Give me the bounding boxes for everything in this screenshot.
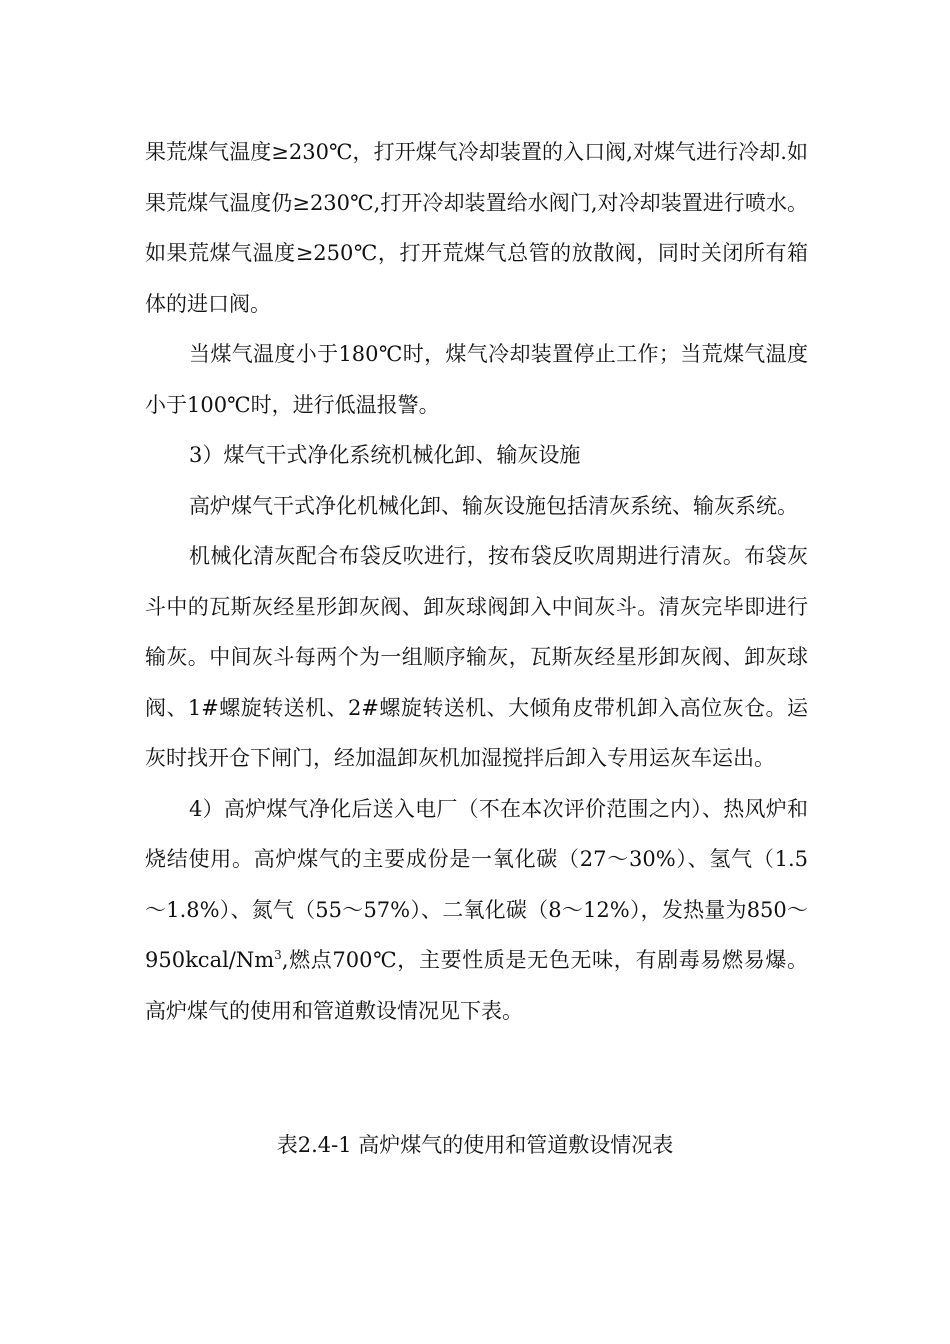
section-heading-ash-unloading — [145, 430, 808, 481]
paragraph-low-temperature-alarm — [145, 329, 808, 430]
paragraph-text: 4）高炉煤气净化后送入电厂（不在本次评价范围之内）、热风炉和烧结使用。高炉煤气的主要成份是一氧化碳（27～30%）、氢气（1.5～1.8%）、氮气（55～57%）、二氧化碳（8～12%），发热量为850～950kcal/Nm — [145, 796, 808, 972]
body-text — [145, 127, 808, 1036]
paragraph-text: ,燃点700℃，主要性质是无色无味，有剧毒易燃易爆。高炉煤气的使用和管道敷设情况见下表。 — [145, 948, 808, 1023]
paragraph-text: 当煤气温度小于180℃时，煤气冷却装置停止工作；当荒煤气温度小于100℃时，进行低温报警。 — [145, 342, 808, 417]
paragraph-gas-composition — [145, 784, 808, 1037]
table-caption: 表2.4-1 高炉煤气的使用和管道敷设情况表 — [276, 1133, 674, 1157]
paragraph-gas-temperature-control — [145, 127, 808, 329]
superscript-cubed: 3 — [274, 948, 282, 962]
paragraph-ash-facilities — [145, 481, 808, 532]
paragraph-text: 高炉煤气干式净化机械化卸、输灰设施包括清灰系统、输灰系统。 — [189, 493, 798, 518]
paragraph-ash-cleaning-process — [145, 531, 808, 784]
heading-text: 3）煤气干式净化系统机械化卸、输灰设施 — [189, 443, 581, 467]
paragraph-text: 机械化清灰配合布袋反吹进行，按布袋反吹周期进行清灰。布袋灰斗中的瓦斯灰经星形卸灰阀、卸灰球阀卸入中间灰斗。清灰完毕即进行输灰。中间灰斗每两个为一组顺序输灰，瓦斯灰经星形卸灰阀、卸灰球阀、1#螺旋转送机、2#螺旋转送机、大倾角皮带机卸入高位灰仓。运灰时找开仓下闸门，经加温卸灰机加湿搅拌后卸入专用运灰车运出。 — [145, 544, 808, 770]
paragraph-text: 果荒煤气温度≥230℃，打开煤气冷却装置的入口阀,对煤气进行冷却.如果荒煤气温度仍≥230℃,打开冷却装置给水阀门,对冷却装置进行喷水。如果荒煤气温度≥250℃，打开荒煤气总管的放散阀，同时关闭所有箱体的进口阀。 — [145, 140, 808, 316]
